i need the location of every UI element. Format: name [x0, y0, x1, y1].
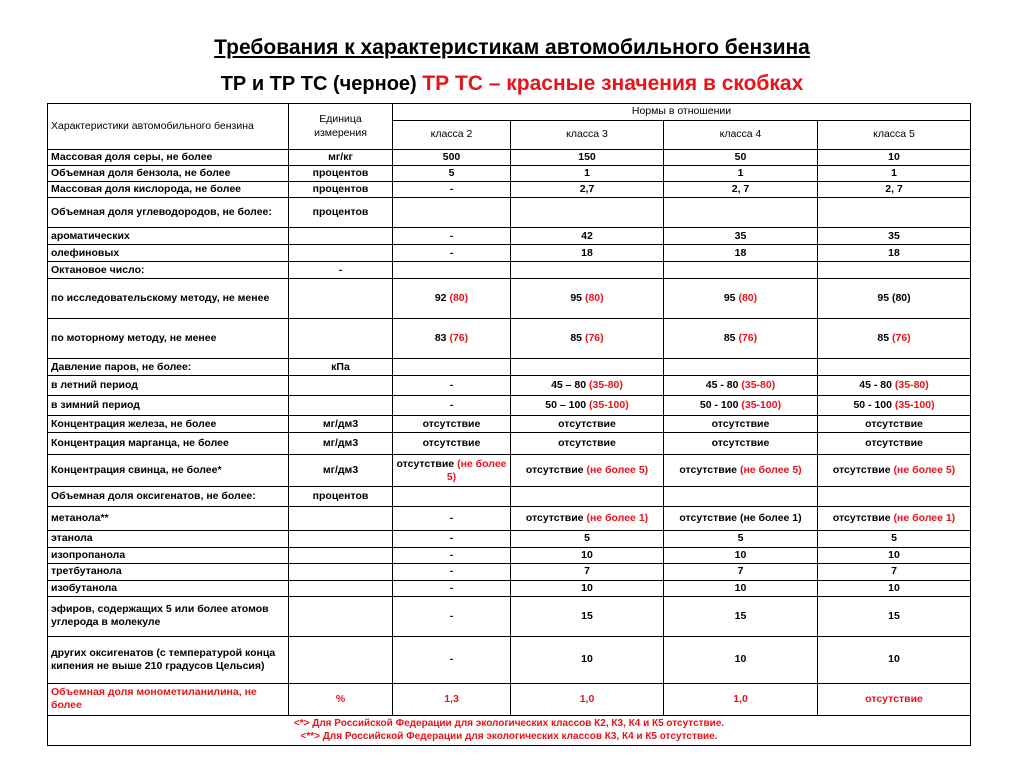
- row-unit: [289, 245, 393, 262]
- table-body: [48, 104, 971, 746]
- cell-value: 50 – 100: [545, 399, 587, 412]
- cell-value: -: [449, 548, 454, 561]
- value-cell-c4: [664, 319, 818, 359]
- cell-ts-value: (76): [449, 332, 469, 345]
- value-cell-c3: [511, 416, 664, 433]
- cell-value: отсутствие: [525, 512, 584, 525]
- row-label: эфиров, содержащих 5 или более атомов углерода в молекуле: [48, 596, 289, 636]
- row-label: Концентрация свинца, не более*: [48, 455, 289, 487]
- cell-value: -: [449, 565, 454, 578]
- value-cell-c4: [664, 245, 818, 262]
- value-cell-c5: [818, 596, 971, 636]
- header-class-2: класса 2: [393, 121, 511, 150]
- requirements-table: [47, 103, 971, 746]
- row-unit: [289, 507, 393, 531]
- value-cell-c4: [664, 228, 818, 245]
- row-unit: [289, 279, 393, 319]
- cell-value: 18: [581, 246, 593, 259]
- row-label: Объемная доля углеводородов, не более:: [48, 198, 289, 228]
- header-row-1: [48, 104, 971, 121]
- cell-value: 1: [891, 167, 897, 180]
- value-cell-c2: [393, 507, 511, 531]
- cell-value: 10: [581, 581, 593, 594]
- cell-value: -: [449, 246, 454, 259]
- value-cell-c2: [393, 416, 511, 433]
- cell-value: 1: [737, 167, 744, 180]
- value-cell-c2: [393, 531, 511, 547]
- cell-value: 10: [888, 548, 900, 561]
- header-characteristic: Характеристики автомобильного бензина: [48, 104, 289, 150]
- value-cell-c2: [393, 376, 511, 396]
- table-row: [48, 416, 971, 433]
- cell-value: -: [449, 653, 454, 666]
- row-label: Массовая доля серы, не более: [48, 150, 289, 166]
- value-cell-c3: [511, 507, 664, 531]
- row-unit: [289, 596, 393, 636]
- value-cell-c5: [818, 455, 971, 487]
- cell-ts-value: (не более 1): [893, 512, 956, 525]
- cell-ts-value: (35-80): [894, 379, 929, 392]
- cell-ts-value: (80): [449, 292, 469, 305]
- cell-ts-value: (76): [584, 332, 604, 345]
- value-cell-c3: [511, 319, 664, 359]
- cell-value: -: [449, 532, 454, 545]
- cell-value: 15: [581, 609, 593, 622]
- value-cell-c4: [664, 182, 818, 198]
- value-cell-c5: [818, 416, 971, 433]
- cell-ts-value: (76): [891, 332, 911, 345]
- value-cell-c4: [664, 198, 818, 228]
- row-label: этанола: [48, 531, 289, 547]
- value-cell-c3: [511, 245, 664, 262]
- footnote-row: [48, 715, 971, 745]
- row-unit: мг/дм3: [289, 416, 393, 433]
- value-cell-c2: [393, 245, 511, 262]
- footnotes: [48, 715, 971, 745]
- cell-value: 1,0: [733, 692, 748, 705]
- table-row: [48, 433, 971, 455]
- value-cell-c5: [818, 563, 971, 580]
- table-row: [48, 228, 971, 245]
- cell-value: отсутствие: [422, 437, 481, 450]
- value-cell-c2: [393, 580, 511, 596]
- table-row: [48, 182, 971, 198]
- value-cell-c3: [511, 262, 664, 279]
- value-cell-c2: [393, 636, 511, 683]
- cell-value: 10: [581, 653, 593, 666]
- cell-value: отсутствие: [865, 437, 923, 450]
- row-label: Объемная доля монометиланилина, не более: [48, 683, 289, 715]
- cell-value: отсутствие: [865, 417, 923, 430]
- cell-value: отсутствие: [525, 464, 584, 477]
- cell-ts-value: (80): [738, 292, 758, 305]
- value-cell-c4: [664, 150, 818, 166]
- cell-value: 5: [891, 532, 897, 545]
- cell-ts-value: (не более 1): [586, 512, 649, 525]
- value-cell-c5: [818, 319, 971, 359]
- row-unit: [289, 319, 393, 359]
- value-cell-c4: [664, 531, 818, 547]
- cell-value: 95: [570, 292, 583, 305]
- row-unit: [289, 396, 393, 416]
- value-cell-c5: [818, 279, 971, 319]
- table-row: [48, 198, 971, 228]
- cell-ts-value: (80): [584, 292, 604, 305]
- cell-value: 45 - 80: [705, 379, 739, 392]
- table-row: [48, 547, 971, 563]
- cell-value: -: [449, 512, 454, 525]
- table-row: [48, 245, 971, 262]
- header-unit: Единица измерения: [289, 104, 393, 150]
- cell-value: 15: [734, 609, 747, 622]
- cell-value: 2, 7: [885, 183, 903, 196]
- cell-ts-value: (не более 5): [893, 464, 956, 477]
- value-cell-c4: [664, 596, 818, 636]
- cell-value: 18: [888, 246, 900, 259]
- cell-value: -: [449, 609, 454, 622]
- cell-value: 500: [442, 151, 461, 163]
- cell-value: 85: [877, 332, 890, 345]
- row-label: изопропанола: [48, 547, 289, 563]
- row-unit: мг/дм3: [289, 455, 393, 487]
- cell-value: отсутствие: [558, 417, 616, 430]
- cell-value: 2,7: [579, 183, 595, 196]
- cell-ts-value: (35-100): [741, 399, 782, 412]
- value-cell-c4: [664, 359, 818, 376]
- cell-value: отсутствие: [396, 457, 455, 470]
- table-row: [48, 279, 971, 319]
- row-label: метанола**: [48, 507, 289, 531]
- row-unit: %: [289, 683, 393, 715]
- cell-ts-value: (35-80): [589, 379, 623, 392]
- row-label: в зимний период: [48, 396, 289, 416]
- table-row: [48, 319, 971, 359]
- value-cell-c5: [818, 683, 971, 715]
- cell-value: 50 - 100: [853, 399, 892, 412]
- table-row: [48, 531, 971, 547]
- cell-value: 10: [734, 581, 747, 594]
- cell-value: 10: [734, 653, 747, 666]
- cell-value: -: [449, 183, 454, 196]
- value-cell-c3: [511, 596, 664, 636]
- value-cell-c3: [511, 396, 664, 416]
- row-label: Концентрация железа, не более: [48, 416, 289, 433]
- cell-ts-value: (35-100): [894, 399, 935, 412]
- row-label: Объемная доля оксигенатов, не более:: [48, 487, 289, 507]
- value-cell-c5: [818, 433, 971, 455]
- cell-value: -: [449, 581, 454, 594]
- cell-value: 5: [448, 167, 455, 180]
- cell-value: 10: [888, 653, 900, 666]
- row-unit: [289, 228, 393, 245]
- cell-value: 83: [434, 332, 447, 345]
- value-cell-c2: [393, 455, 511, 487]
- cell-ts-value: (не более 5): [446, 457, 507, 483]
- cell-ts-value: (не более 5): [586, 464, 649, 477]
- cell-value: 85: [723, 332, 736, 345]
- value-cell-c2: [393, 547, 511, 563]
- cell-ts-value: (не более 5): [739, 464, 802, 477]
- value-cell-c3: [511, 636, 664, 683]
- cell-value: -: [449, 399, 454, 412]
- table-row: [48, 683, 971, 715]
- row-unit: мг/дм3: [289, 433, 393, 455]
- row-unit: процентов: [289, 182, 393, 198]
- table-row: [48, 596, 971, 636]
- cell-value: 7: [737, 565, 744, 578]
- value-cell-c5: [818, 245, 971, 262]
- value-cell-c2: [393, 279, 511, 319]
- row-label: олефиновых: [48, 245, 289, 262]
- cell-value: 50 - 100: [699, 399, 739, 412]
- header-class-3: класса 3: [511, 121, 664, 150]
- cell-value: 1,0: [579, 692, 595, 705]
- cell-value: 5: [584, 532, 590, 545]
- row-unit: [289, 636, 393, 683]
- table-row: [48, 636, 971, 683]
- cell-value: 95 (80): [877, 292, 911, 305]
- table-row: [48, 376, 971, 396]
- cell-value: 10: [734, 548, 747, 561]
- cell-value: отсутствие: [865, 692, 923, 705]
- cell-value: 1: [584, 167, 590, 180]
- value-cell-c2: [393, 166, 511, 182]
- footnote: <**> Для Российской Федерации для экологических классов К3, К4 и К5 отсутствие.: [300, 731, 718, 743]
- row-label: других оксигенатов (с температурой конца кипения не выше 210 градусов Цельсия): [48, 636, 289, 683]
- row-unit: [289, 531, 393, 547]
- value-cell-c4: [664, 487, 818, 507]
- value-cell-c2: [393, 198, 511, 228]
- value-cell-c4: [664, 262, 818, 279]
- cell-value: 95: [723, 292, 736, 305]
- cell-value: 7: [584, 565, 590, 578]
- cell-value: отсутствие (не более 1): [679, 512, 802, 525]
- value-cell-c4: [664, 547, 818, 563]
- value-cell-c2: [393, 487, 511, 507]
- value-cell-c4: [664, 455, 818, 487]
- cell-value: 42: [581, 229, 593, 242]
- value-cell-c4: [664, 416, 818, 433]
- value-cell-c5: [818, 507, 971, 531]
- value-cell-c2: [393, 262, 511, 279]
- value-cell-c2: [393, 563, 511, 580]
- value-cell-c3: [511, 359, 664, 376]
- value-cell-c3: [511, 683, 664, 715]
- cell-ts-value: (76): [738, 332, 758, 345]
- value-cell-c4: [664, 507, 818, 531]
- value-cell-c4: [664, 279, 818, 319]
- row-unit: процентов: [289, 166, 393, 182]
- cell-value: -: [449, 229, 454, 242]
- value-cell-c3: [511, 166, 664, 182]
- table-row: [48, 262, 971, 279]
- cell-value: 85: [570, 332, 583, 345]
- cell-value: отсутствие: [832, 512, 891, 525]
- value-cell-c2: [393, 150, 511, 166]
- value-cell-c4: [664, 683, 818, 715]
- cell-value: отсутствие: [422, 417, 481, 430]
- page-subtitle: [0, 72, 1024, 96]
- table-row: [48, 359, 971, 376]
- row-unit: процентов: [289, 487, 393, 507]
- value-cell-c3: [511, 376, 664, 396]
- row-label: Массовая доля кислорода, не более: [48, 182, 289, 198]
- row-label: в летний период: [48, 376, 289, 396]
- value-cell-c5: [818, 636, 971, 683]
- row-label: ароматических: [48, 228, 289, 245]
- row-label: изобутанола: [48, 580, 289, 596]
- value-cell-c4: [664, 376, 818, 396]
- row-label: Октановое число:: [48, 262, 289, 279]
- value-cell-c3: [511, 150, 664, 166]
- row-unit: мг/кг: [289, 150, 393, 166]
- cell-value: отсутствие: [832, 464, 891, 477]
- header-class-5: класса 5: [818, 121, 971, 150]
- header-norms: Нормы в отношении: [393, 104, 971, 121]
- table-row: [48, 507, 971, 531]
- value-cell-c3: [511, 228, 664, 245]
- cell-value: 92: [434, 292, 447, 305]
- cell-value: 5: [737, 532, 744, 545]
- table-row: [48, 580, 971, 596]
- value-cell-c3: [511, 279, 664, 319]
- cell-value: отсутствие: [711, 437, 770, 450]
- row-label: Концентрация марганца, не более: [48, 433, 289, 455]
- value-cell-c2: [393, 182, 511, 198]
- cell-value: 2, 7: [731, 183, 750, 196]
- value-cell-c5: [818, 198, 971, 228]
- row-unit: -: [289, 262, 393, 279]
- cell-value: 18: [734, 246, 747, 259]
- cell-value: 15: [888, 609, 900, 622]
- value-cell-c5: [818, 166, 971, 182]
- value-cell-c5: [818, 396, 971, 416]
- cell-value: 7: [891, 565, 897, 578]
- cell-value: 35: [888, 229, 900, 242]
- value-cell-c5: [818, 531, 971, 547]
- cell-value: отсутствие: [679, 464, 738, 477]
- value-cell-c2: [393, 359, 511, 376]
- row-label: Давление паров, не более:: [48, 359, 289, 376]
- value-cell-c4: [664, 166, 818, 182]
- value-cell-c3: [511, 547, 664, 563]
- value-cell-c2: [393, 596, 511, 636]
- cell-value: 50: [734, 151, 747, 163]
- row-label: третбутанола: [48, 563, 289, 580]
- value-cell-c5: [818, 487, 971, 507]
- value-cell-c3: [511, 433, 664, 455]
- value-cell-c4: [664, 580, 818, 596]
- cell-value: отсутствие: [558, 437, 616, 450]
- value-cell-c2: [393, 228, 511, 245]
- subtitle-red: ТР ТС – красные значения в скобках: [422, 72, 804, 95]
- page-title: Требования к характеристикам автомобильного бензина: [214, 36, 810, 59]
- cell-value: -: [449, 379, 454, 392]
- value-cell-c5: [818, 547, 971, 563]
- value-cell-c5: [818, 376, 971, 396]
- value-cell-c3: [511, 563, 664, 580]
- value-cell-c5: [818, 359, 971, 376]
- subtitle-black: ТР и ТР ТС (черное): [220, 73, 417, 95]
- value-cell-c4: [664, 433, 818, 455]
- cell-ts-value: (35-80): [741, 379, 776, 392]
- row-label: по исследовательскому методу, не менее: [48, 279, 289, 319]
- cell-value: 45 - 80: [859, 379, 892, 392]
- cell-value: 10: [888, 151, 900, 163]
- row-label: по моторному методу, не менее: [48, 319, 289, 359]
- cell-value: 150: [578, 151, 596, 163]
- table-row: [48, 563, 971, 580]
- cell-value: 10: [888, 581, 900, 594]
- table-row: [48, 455, 971, 487]
- value-cell-c4: [664, 396, 818, 416]
- row-unit: [289, 580, 393, 596]
- value-cell-c5: [818, 182, 971, 198]
- value-cell-c2: [393, 396, 511, 416]
- value-cell-c3: [511, 182, 664, 198]
- value-cell-c3: [511, 487, 664, 507]
- value-cell-c5: [818, 228, 971, 245]
- value-cell-c3: [511, 198, 664, 228]
- value-cell-c3: [511, 580, 664, 596]
- row-unit: кПа: [289, 359, 393, 376]
- row-unit: [289, 563, 393, 580]
- value-cell-c5: [818, 262, 971, 279]
- row-unit: [289, 547, 393, 563]
- value-cell-c3: [511, 531, 664, 547]
- header-class-4: класса 4: [664, 121, 818, 150]
- row-unit: процентов: [289, 198, 393, 228]
- cell-value: 1,3: [444, 692, 459, 705]
- row-unit: [289, 376, 393, 396]
- value-cell-c5: [818, 580, 971, 596]
- footnote: <*> Для Российской Федерации для экологических классов К2, К3, К4 и К5 отсутствие.: [293, 718, 725, 730]
- cell-value: 35: [734, 229, 747, 242]
- cell-value: 45 – 80: [551, 379, 587, 392]
- table-row: [48, 166, 971, 182]
- table-row: [48, 396, 971, 416]
- value-cell-c2: [393, 683, 511, 715]
- value-cell-c3: [511, 455, 664, 487]
- table-row: [48, 487, 971, 507]
- row-label: Объемная доля бензола, не более: [48, 166, 289, 182]
- value-cell-c4: [664, 636, 818, 683]
- value-cell-c2: [393, 433, 511, 455]
- cell-ts-value: (35-100): [589, 399, 629, 412]
- value-cell-c2: [393, 319, 511, 359]
- table-row: [48, 150, 971, 166]
- value-cell-c5: [818, 150, 971, 166]
- cell-value: отсутствие: [711, 417, 770, 430]
- value-cell-c4: [664, 563, 818, 580]
- cell-value: 10: [581, 548, 593, 561]
